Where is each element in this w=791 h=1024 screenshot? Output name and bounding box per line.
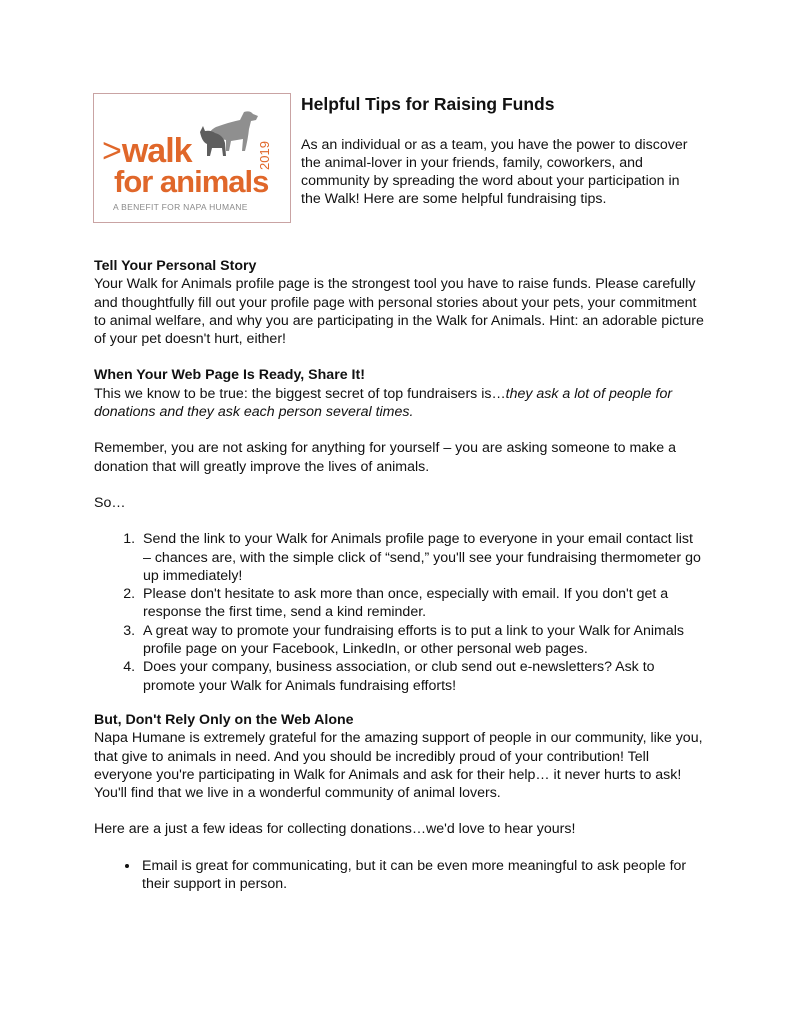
share-text-intro: This we know to be true: the biggest secret of top fundraisers is…: [94, 385, 506, 402]
share-text-emphasis: they ask a lot of people for donations and they ask each person several times.: [94, 385, 673, 421]
list-item: 2. Please don't hesitate to ask more than once, especially with email. If you don't get a response the first time, send a kind reminder.: [139, 585, 704, 622]
list-item: • Email is great for communicating, but it can be even more meaningful to ask people for their support in person.: [140, 857, 704, 894]
logo-for-animals-text: for animals: [114, 164, 269, 199]
walk-for-animals-logo: [93, 93, 291, 223]
section-text-personal-story: Your Walk for Animals profile page is the strongest tool you have to raise funds. Please carefully and thoughtfully fill out your profile page with personal stories about your pets, your commitment to animal welfare, and why you are participating in the Walk for Animals. Hint: an adorable picture of your pet doesn't hurt, either!: [94, 276, 704, 348]
section-heading-share: When Your Web Page Is Ready, Share It!: [94, 367, 365, 384]
intro-block: [301, 93, 691, 208]
tips-list: [94, 530, 704, 695]
section-heading-offline: But, Don't Rely Only on the Web Alone: [94, 711, 354, 728]
section-text-share: [94, 385, 704, 422]
dog-and-cat-icon: [192, 106, 262, 166]
section-text-ideas: Here are a just a few ideas for collecting donations…we'd love to hear yours!: [94, 821, 576, 838]
list-item: 4. Does your company, business association, or club send out e-newsletters? Ask to promote your Walk for Animals fundraising efforts!: [139, 658, 704, 695]
section-heading-personal-story: Tell Your Personal Story: [94, 258, 257, 274]
logo-year: 2019: [257, 141, 272, 170]
section-text-remember: Remember, you are not asking for anything for yourself – you are asking someone to make a donation that will greatly improve the lives of animals.: [94, 440, 676, 475]
logo-word-walk: walk: [121, 132, 192, 170]
intro-text: As an individual or as a team, you have the power to discover the animal-lover in your friends, family, coworkers, and community by spreading the word about your participation in the Walk! Here are some helpful fundraising tips.: [301, 137, 688, 207]
section-text-offline: Napa Humane is extremely grateful for the amazing support of people in our community, like you, that give to animals in need. And you should be incredibly proud of your contribution! Tell everyone you're participating in Walk for Animals and ask for their help… it never hurts to ask! You'll find that we live in a wonderful community of animal lovers.: [94, 730, 703, 802]
page-title: Helpful Tips for Raising Funds: [301, 94, 555, 114]
list-item: 3. A great way to promote your fundraising efforts is to put a link to your Walk for Animals profile page on your Facebook, LinkedIn, or other personal web pages.: [139, 622, 704, 659]
logo-tagline: A BENEFIT FOR NAPA HUMANE: [113, 202, 248, 212]
logo-walk-text: [102, 134, 192, 168]
list-item: 1. Send the link to your Walk for Animals profile page to everyone in your email contact list – chances are, with the simple click of “send,” you'll see your fundraising thermometer go up immediately!: [139, 530, 704, 585]
document-body: [94, 257, 704, 893]
ideas-list: [94, 857, 704, 894]
section-text-so: So…: [94, 494, 126, 511]
logo-chevron: >: [102, 132, 121, 170]
